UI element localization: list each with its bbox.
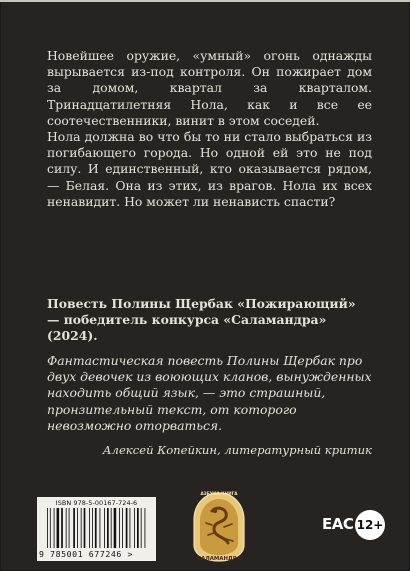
annotation-block [47, 48, 372, 210]
eac-mark: ЕAC [322, 515, 354, 533]
logo-bottom-text: САЛАМАНДРА [197, 556, 241, 562]
salamander-emblem-icon [188, 487, 250, 565]
isbn-barcode [37, 497, 156, 561]
award-text: Повесть Полины Щербак «Пожирающий» — победитель конкурса «Саламандра» (2024). [47, 296, 356, 344]
annotation-paragraph-2: Нола должна во что бы то ни стало выбраться из погибающего города. Но одной ей это не под силу. И единственный, кто оказывается рядом, — Белая. Она из этих, из врагов. Нола их всех ненавидит. Но может ли ненависть спасти? [47, 129, 372, 209]
publisher-logo [188, 487, 250, 565]
review-author: Алексей Копейкин, литературный критик [102, 443, 372, 458]
award-block [47, 296, 372, 345]
top-edge-strip [0, 0, 410, 2]
ean-digits: 9 785001 677246 > [39, 549, 133, 559]
isbn-label: ISBN 978-5-00167-724-6 [55, 499, 138, 507]
age-rating-badge: 12+ [355, 510, 385, 540]
review-block [47, 353, 372, 458]
annotation-paragraph-1: Новейшее оружие, «умный» огонь однажды вырывается из-под контроля. Он пожирает дом за домом, квартал за кварталом. Тринадцатилетняя Нола, как и все ее соотечественники, винит в этом соседей. [47, 48, 372, 128]
logo-top-text: АЗБУКА КНИГА [200, 491, 238, 496]
review-quote: Фантастическая повесть Полины Щербак про двух девочек из воюющих кланов, вынужденных находить общий язык, — это страшный, пронзительный текст, от которого невозможно оторваться. [47, 353, 372, 433]
barcode-bars [47, 508, 146, 548]
